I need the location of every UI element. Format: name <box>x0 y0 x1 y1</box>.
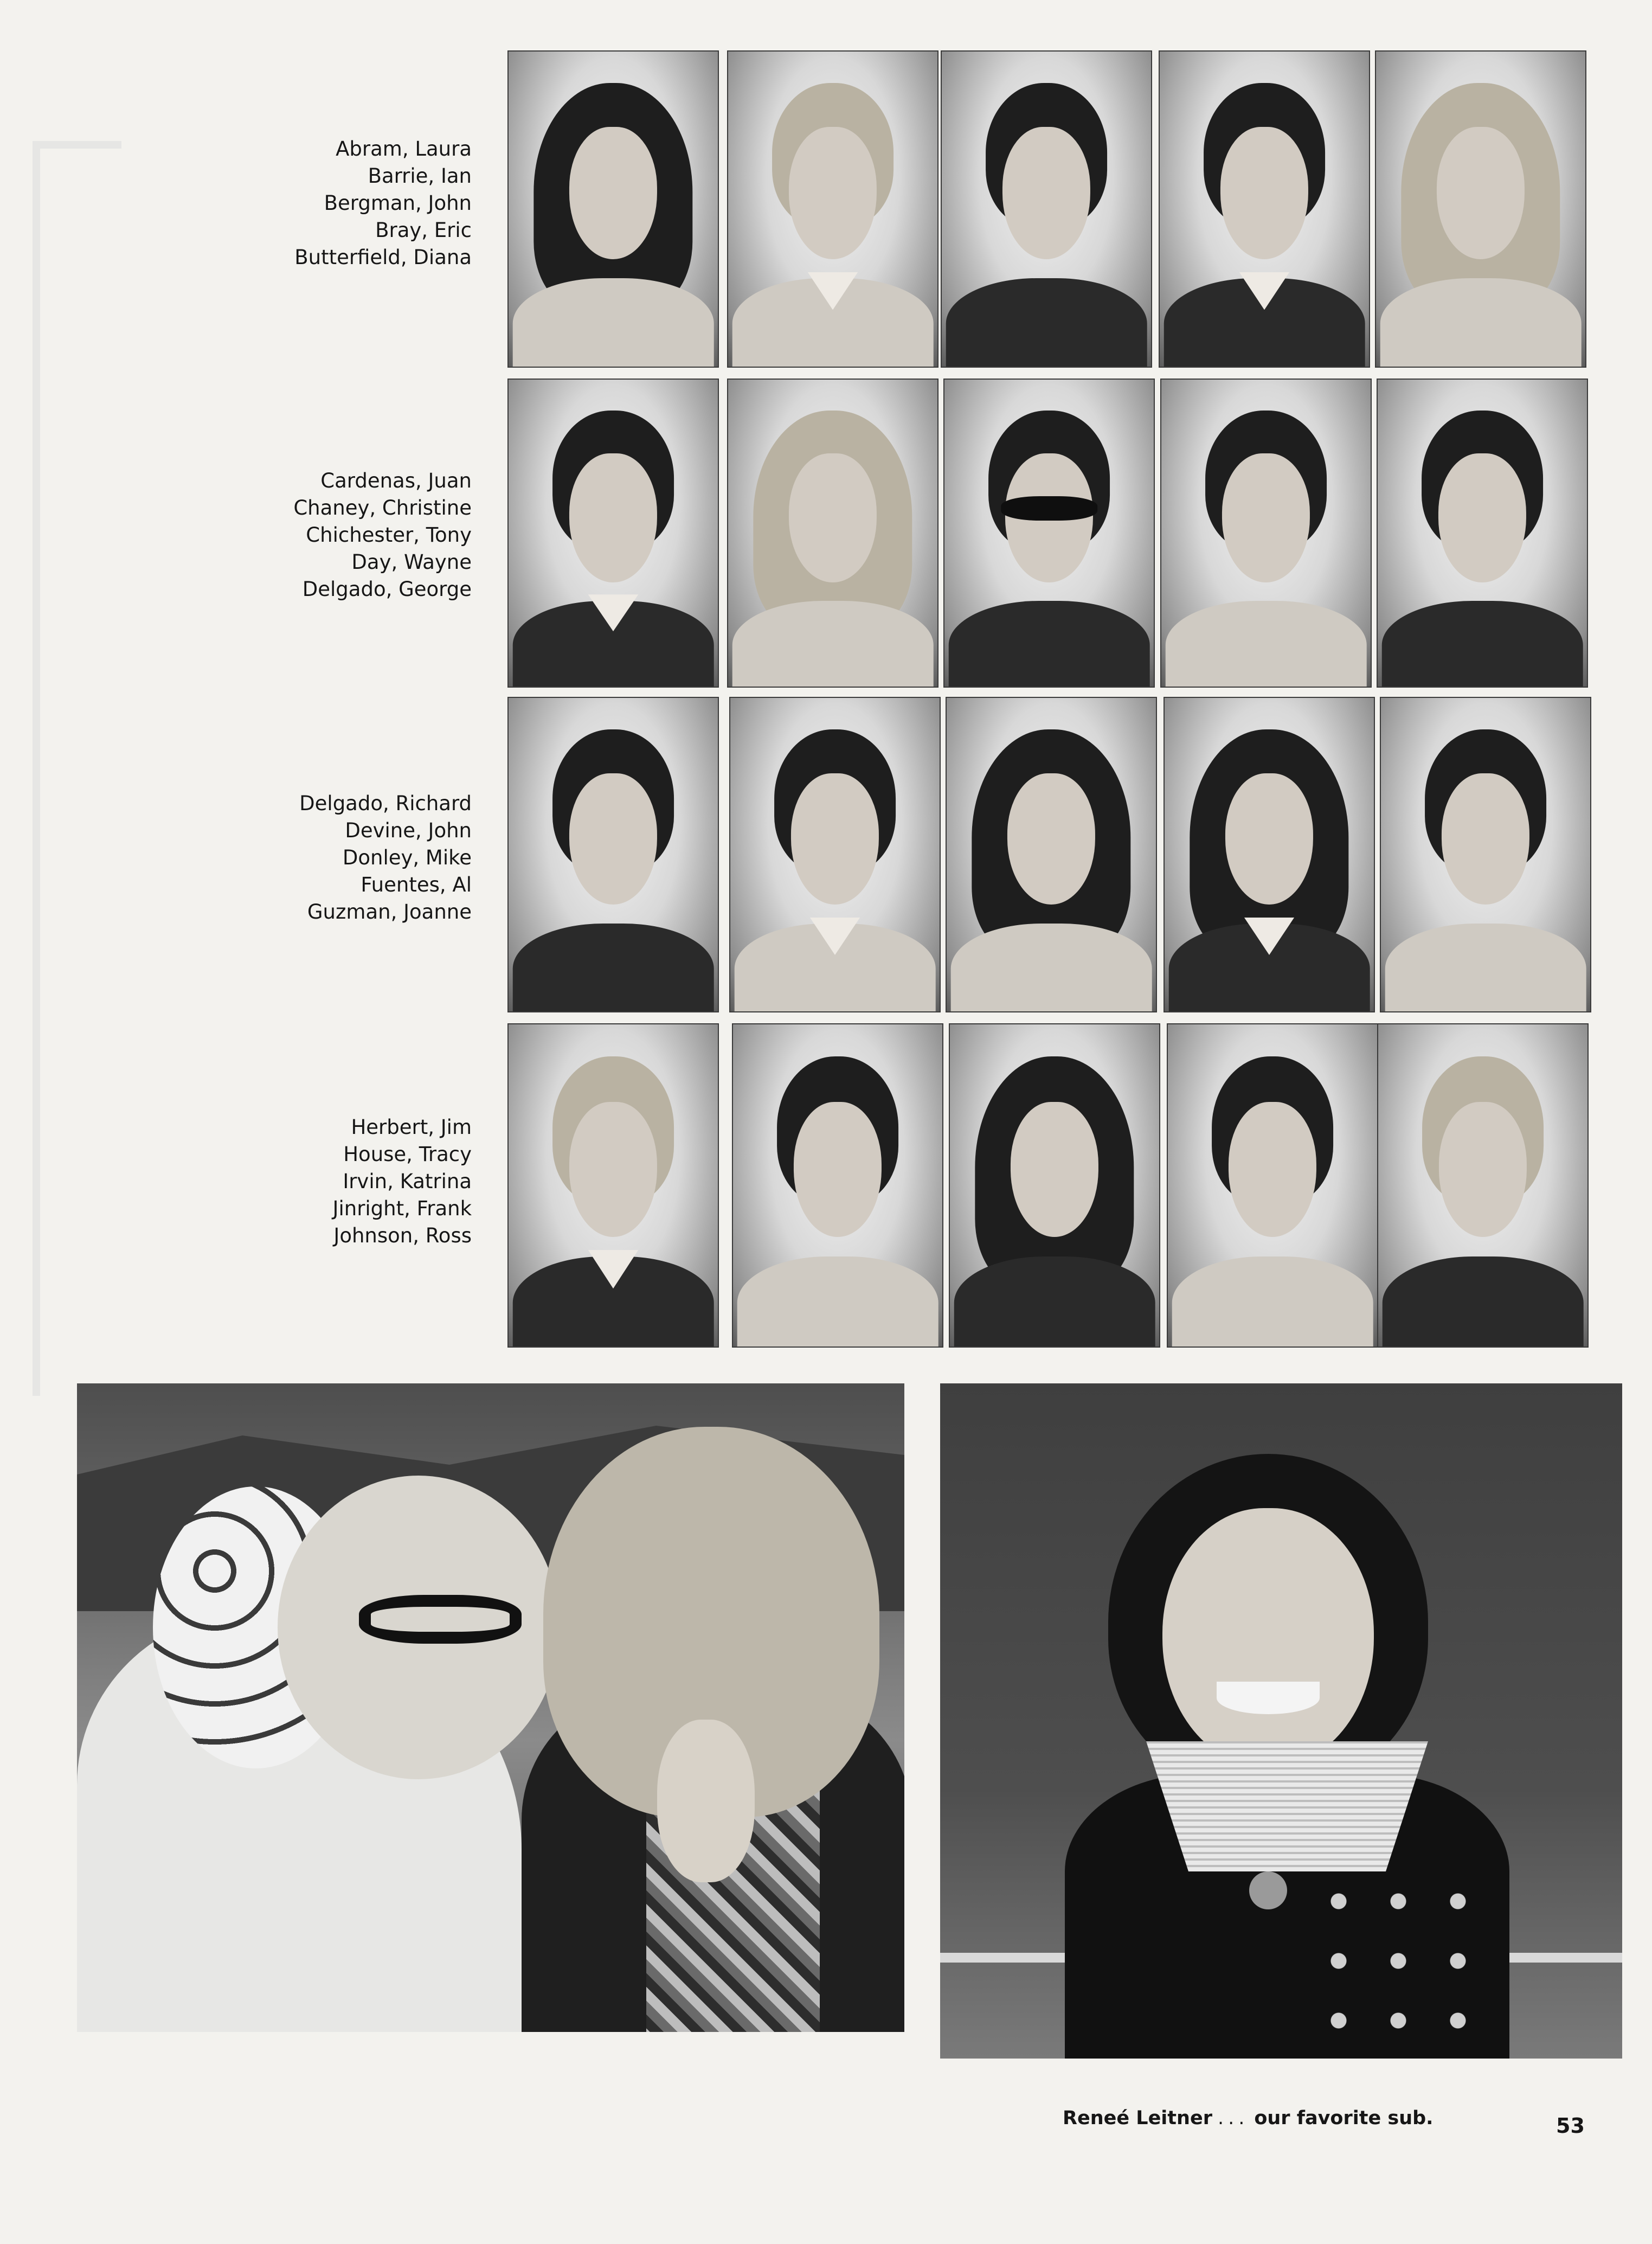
student-portrait <box>507 379 719 688</box>
student-name: House, Tracy <box>343 1143 472 1166</box>
student-name: Donley, Mike <box>342 846 472 869</box>
student-name: Devine, John <box>345 819 472 842</box>
student-name: Abram, Laura <box>336 137 472 161</box>
student-portrait <box>729 697 941 1012</box>
student-name: Jinright, Frank <box>332 1197 472 1220</box>
student-portrait <box>949 1023 1160 1348</box>
student-portrait <box>946 697 1157 1012</box>
student-name: Cardenas, Juan <box>320 469 472 492</box>
student-portrait <box>943 379 1155 688</box>
student-name: Chichester, Tony <box>306 523 472 547</box>
caption-ellipsis: ... <box>1217 2107 1249 2129</box>
caption-text: our favorite sub. <box>1254 2107 1434 2129</box>
student-name: Guzman, Joanne <box>307 900 472 924</box>
name-list-row-4 <box>206 1114 472 1249</box>
page-number: 53 <box>1556 2114 1585 2138</box>
caption-name: Reneé Leitner <box>1063 2107 1212 2129</box>
student-portrait <box>1377 1023 1589 1348</box>
name-list-row-3 <box>206 790 472 926</box>
student-name: Johnson, Ross <box>333 1224 472 1247</box>
student-name: Bergman, John <box>324 191 472 215</box>
student-portrait <box>1375 50 1586 368</box>
student-name: Delgado, George <box>302 578 472 601</box>
student-portrait <box>727 379 939 688</box>
candid-photo-two-students <box>77 1383 904 2032</box>
photo-caption <box>1063 2107 1433 2129</box>
student-portrait <box>1167 1023 1378 1348</box>
student-name: Delgado, Richard <box>299 792 472 815</box>
name-list-row-1 <box>206 136 472 271</box>
student-portrait <box>507 1023 719 1348</box>
name-list-row-2 <box>206 467 472 603</box>
student-portrait <box>507 50 719 368</box>
student-name: Butterfield, Diana <box>294 246 472 269</box>
student-portrait <box>1160 379 1372 688</box>
candid-photo-substitute-teacher <box>940 1383 1622 2059</box>
student-portrait <box>1159 50 1370 368</box>
student-name: Bray, Eric <box>375 219 472 242</box>
student-name: Barrie, Ian <box>368 164 472 188</box>
student-name: Fuentes, Al <box>361 873 472 896</box>
student-portrait <box>727 50 939 368</box>
student-portrait <box>1164 697 1375 1012</box>
show-through-decoration <box>33 141 121 1396</box>
student-portrait <box>1380 697 1591 1012</box>
student-portrait <box>941 50 1152 368</box>
student-portrait <box>507 697 719 1012</box>
student-portrait <box>1377 379 1588 688</box>
student-name: Day, Wayne <box>351 550 472 574</box>
student-name: Irvin, Katrina <box>343 1170 472 1193</box>
student-portrait <box>732 1023 943 1348</box>
student-name: Herbert, Jim <box>351 1115 472 1139</box>
student-name: Chaney, Christine <box>293 496 472 520</box>
